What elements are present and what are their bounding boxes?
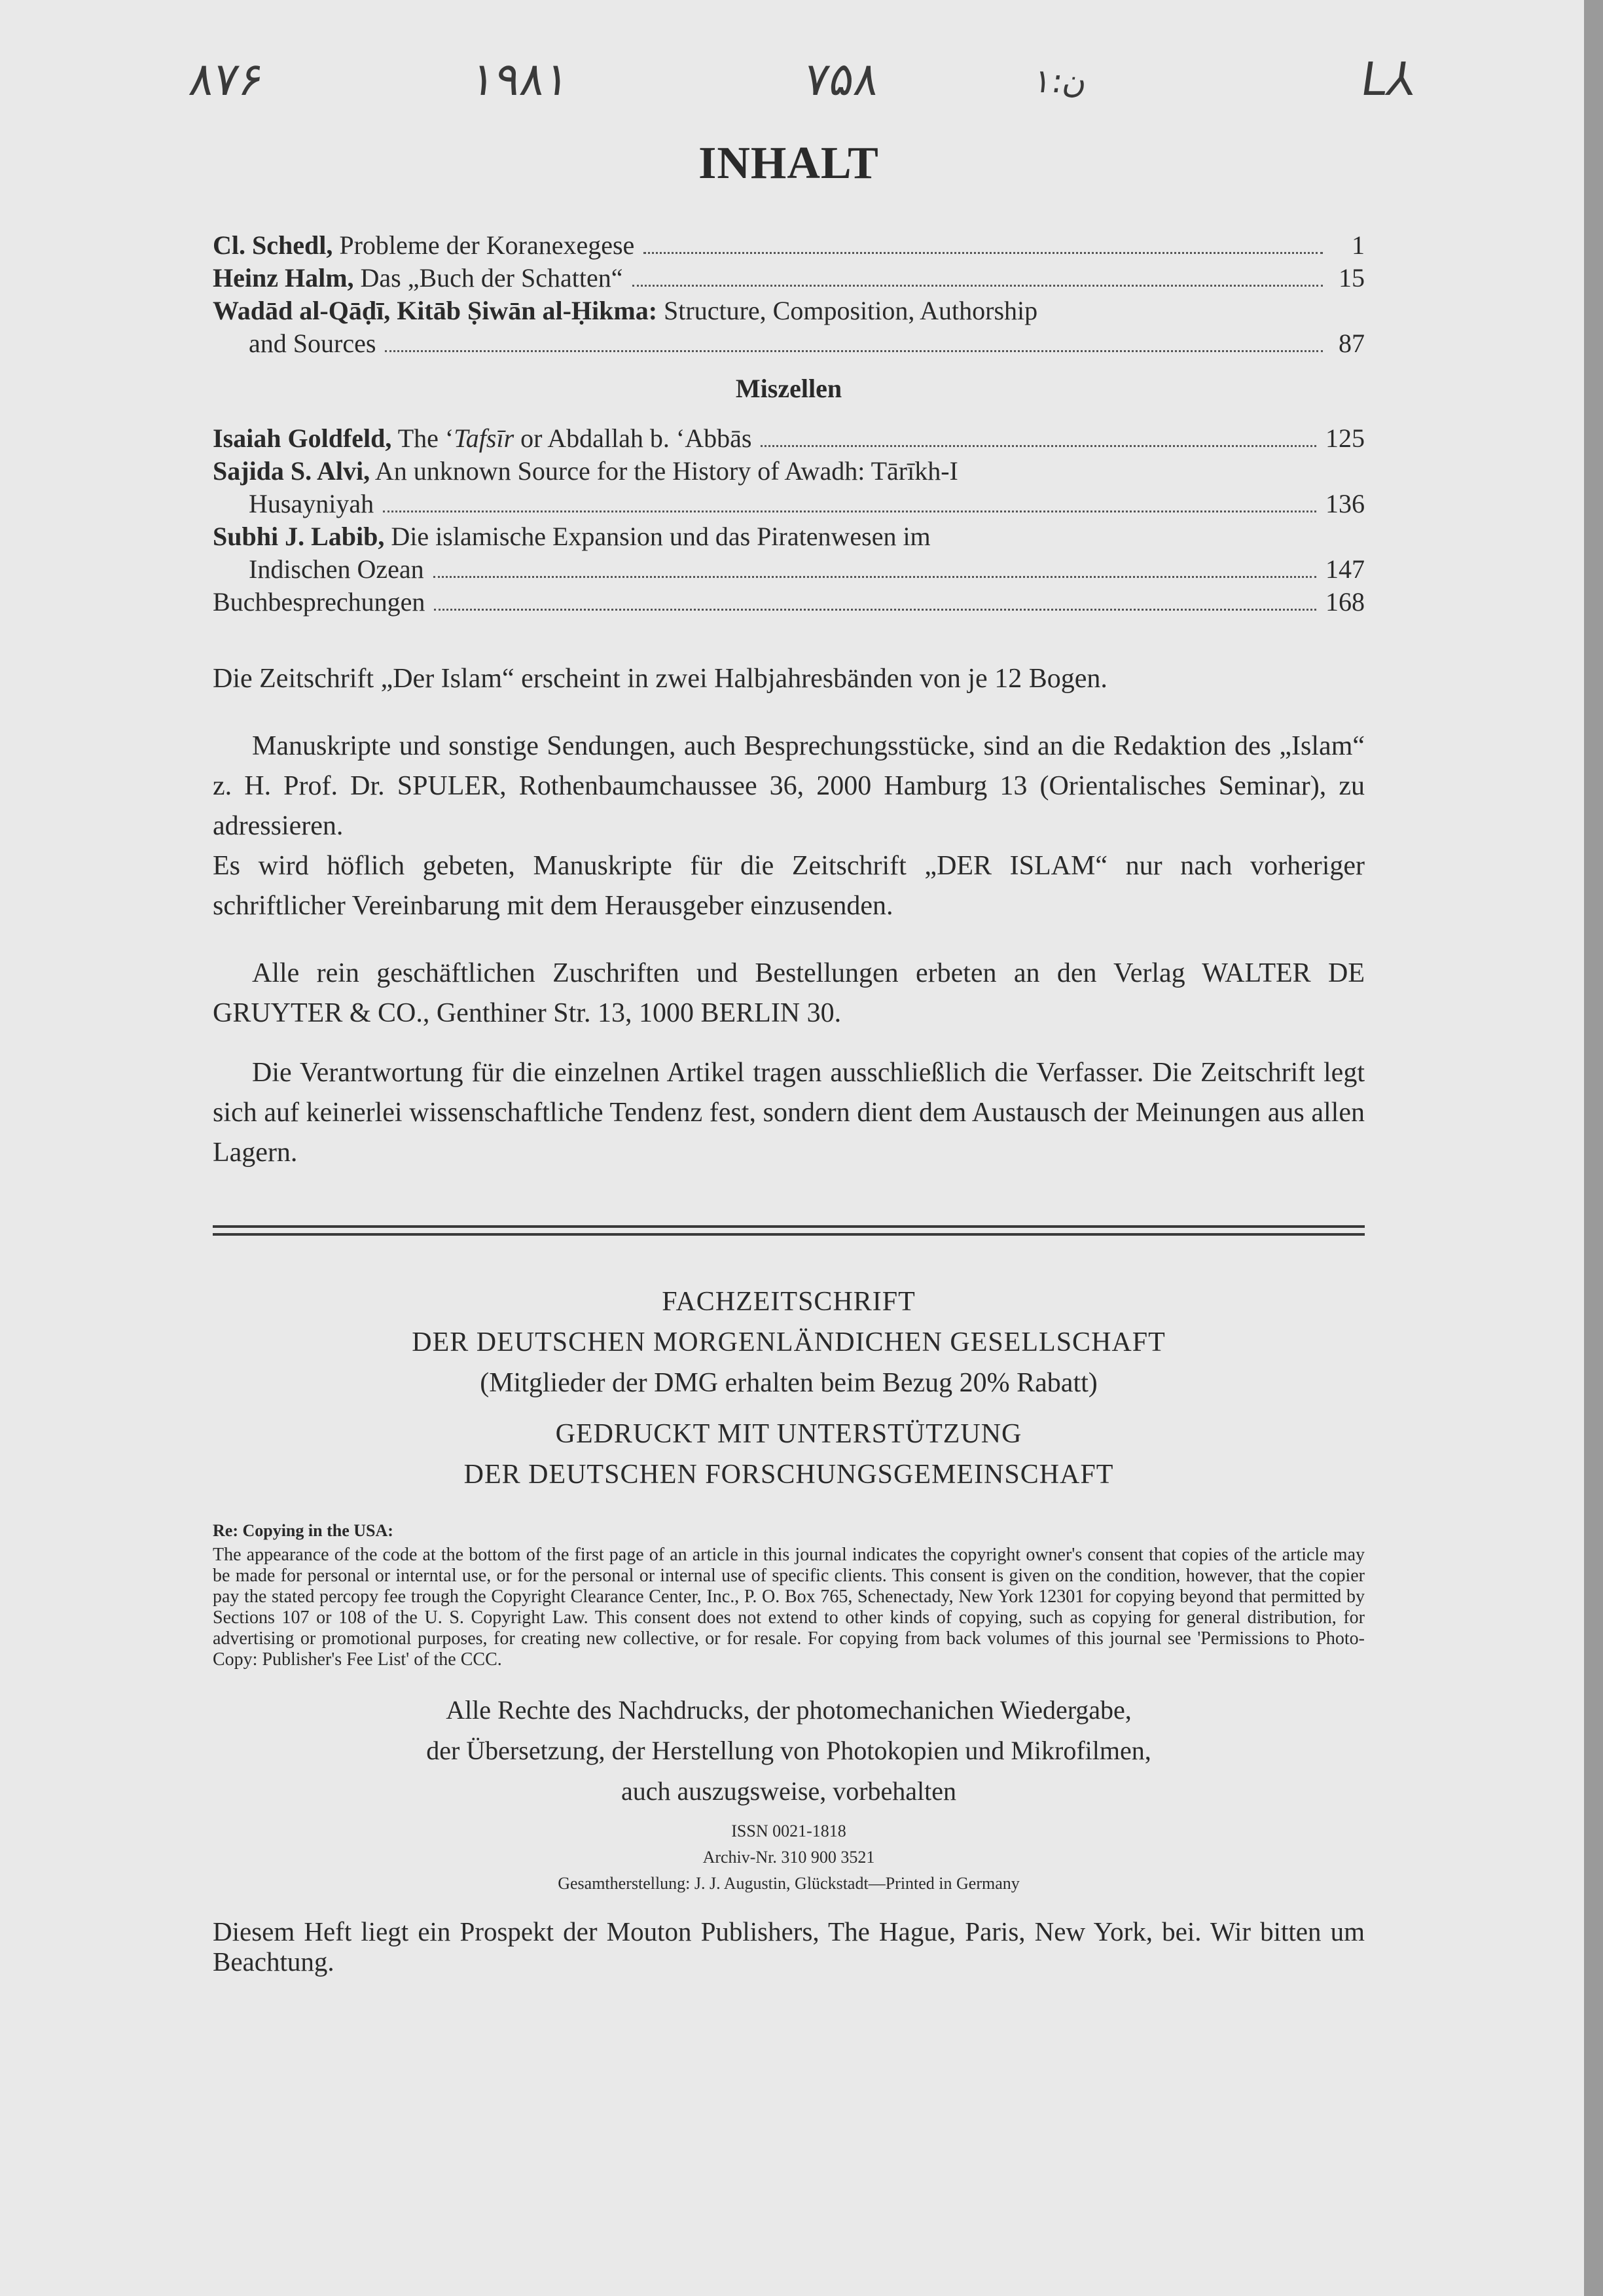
toc-page: 15 <box>1339 263 1365 293</box>
submission-notice: Manuskripte und sonstige Sendungen, auch Besprechungsstücke, sind an die Redaktion des „Islam“ z. H. Prof. Dr. SPULER, Rothenbaumchaussee 36, 2000 Hamburg 13 (Orientalisches Seminar), zu adressieren. <box>213 731 1365 841</box>
toc-page: 87 <box>1339 329 1365 358</box>
scan-edge <box>1584 0 1603 2296</box>
manuscript-notice: Es wird höflich gebeten, Manuskripte für die Zeitschrift „DER ISLAM“ nur nach vorheriger schriftlicher Vereinbarung mit dem Herausgeber einzusenden. <box>213 851 1365 921</box>
rights-block <box>213 1690 1365 1812</box>
responsibility-notice: Die Verantwortung für die einzelnen Artikel tragen ausschließlich die Verfasser. Die Zeitschrift legt sich auf keinerlei wissenschaftliche Tendenz fest, sondern dient dem Austausch der Meinungen aus allen Lagern. <box>213 1058 1365 1168</box>
copying-text: The appearance of the code at the bottom of the first page of an article in this journal indicates the copyright owner's consent that copies of the article may be made for personal or interntal use, or for the personal or internal use of specific clients. This consent is given on the condition, however, that the copier pay the stated percopy fee trough the Copyright Clearance Center, Inc., P. O. Box 765, Schenectady, New York 12301 for copying beyond that permitted by Sections 107 or 108 of the U. S. Copyright Law. This consent does not extend to other kinds of copying, such as copying for general distribution, for advertising or promotional purposes, for creating new collective, or for resale. For copying from back volumes of this journal see 'Permissions to Photo-Copy: Publisher's Fee List' of the CCC. <box>213 1545 1365 1670</box>
page-title: INHALT <box>698 138 879 188</box>
imprint-block <box>213 1818 1365 1897</box>
publication-notice: Die Zeitschrift „Der Islam“ erscheint in zwei Halbjahresbänden von je 12 Bogen. <box>213 664 1108 694</box>
fach-line-1: FACHZEITSCHRIFT <box>662 1287 916 1317</box>
printer-line: Gesamtherstellung: J. J. Augustin, Glückstadt—Printed in Germany <box>558 1874 1020 1893</box>
toc-title: Probleme der Koranexegese <box>339 230 635 260</box>
publisher-notice: Alle rein geschäftlichen Zuschriften und Bestellungen erbeten an den Verlag WALTER DE GRUYTER & CO., Genthiner Str. 13, 1000 BERLIN 30. <box>213 958 1365 1028</box>
toc-author: Subhi J. Labib, <box>213 522 385 551</box>
leader-dots <box>761 445 1316 447</box>
rights-line-1: Alle Rechte des Nachdrucks, der photomechanichen Wiedergabe, <box>446 1695 1132 1725</box>
section-heading-miszellen: Miszellen <box>735 374 842 403</box>
double-rule-divider <box>213 1225 1365 1236</box>
miszellen-list <box>213 422 1365 619</box>
society-block <box>213 1282 1365 1495</box>
toc-page: 125 <box>1325 423 1365 453</box>
toc-page: 147 <box>1325 554 1365 584</box>
toc-title-continuation: Husayniyah <box>249 489 374 518</box>
toc-title-continuation: and Sources <box>249 329 376 358</box>
page-content <box>213 137 1365 1977</box>
toc-author: Cl. Schedl, <box>213 230 333 260</box>
rights-line-3: auch auszugsweise, vorbehalten <box>621 1776 957 1806</box>
toc-entry <box>213 520 1365 586</box>
toc-page: 1 <box>1352 230 1365 260</box>
fach-line-2: DER DEUTSCHEN MORGENLÄNDICHEN GESELLSCHAFT <box>412 1327 1166 1357</box>
toc-author: Wadād al-Qāḍī, Kitāb Ṣiwān al-Ḥikma: <box>213 296 658 325</box>
leader-dots <box>433 576 1316 578</box>
toc-title-continuation: Indischen Ozean <box>249 554 424 584</box>
leader-dots <box>383 511 1316 512</box>
rights-line-2: der Übersetzung, der Herstellung von Photokopien und Mikrofilmen, <box>426 1736 1151 1765</box>
toc-entry <box>213 586 1365 619</box>
archiv-number: Archiv-Nr. 310 900 3521 <box>702 1848 875 1867</box>
leader-dots <box>632 285 1324 287</box>
toc-entry <box>213 455 1365 520</box>
toc-author: Isaiah Goldfeld, <box>213 423 392 453</box>
toc-title: Die islamische Expansion und das Piratenwesen im <box>391 522 931 551</box>
margin-note-2: ۱۹۸۱ <box>467 52 574 106</box>
leader-dots <box>643 252 1323 254</box>
margin-note-1: ۸۷۶ <box>186 52 268 106</box>
leader-dots <box>434 609 1316 611</box>
toc-entry <box>213 422 1365 455</box>
margin-note-4: ن:۱ <box>1031 62 1090 100</box>
toc-title-italic: Tafsīr <box>454 423 514 453</box>
toc-title-post: or Abdallah b. ‘Abbās <box>514 423 752 453</box>
toc-title: An unknown Source for the History of Awadh: Tārīkh-I <box>374 456 958 486</box>
toc-list <box>213 229 1365 360</box>
toc-title: Das „Buch der Schatten“ <box>360 263 623 293</box>
druck-line-1: GEDRUCKT MIT UNTERSTÜTZUNG <box>555 1419 1022 1449</box>
toc-title: Structure, Composition, Authorship <box>664 296 1038 325</box>
toc-entry <box>213 295 1365 360</box>
margin-note-3: ۷۵۸ <box>801 52 883 106</box>
toc-entry <box>213 229 1365 262</box>
fach-line-3: (Mitglieder der DMG erhalten beim Bezug 20% Rabatt) <box>480 1368 1098 1398</box>
margin-note-5: L⅄ <box>1358 52 1419 106</box>
toc-title-pre: The ‘ <box>397 423 454 453</box>
toc-page: 168 <box>1325 587 1365 617</box>
leader-dots <box>385 350 1323 352</box>
toc-author: Sajida S. Alvi, <box>213 456 370 486</box>
druck-line-2: DER DEUTSCHEN FORSCHUNGSGEMEINSCHAFT <box>463 1460 1114 1490</box>
toc-entry <box>213 262 1365 295</box>
copying-heading: Re: Copying in the USA: <box>213 1521 393 1540</box>
issn: ISSN 0021-1818 <box>731 1821 846 1840</box>
toc-author: Heinz Halm, <box>213 263 354 293</box>
toc-title: Buchbesprechungen <box>213 587 425 617</box>
closing-note: Diesem Heft liegt ein Prospekt der Mouton Publishers, The Hague, Paris, New York, bei. Wir bitten um Beachtung. <box>213 1916 1365 1977</box>
toc-page: 136 <box>1325 489 1365 518</box>
